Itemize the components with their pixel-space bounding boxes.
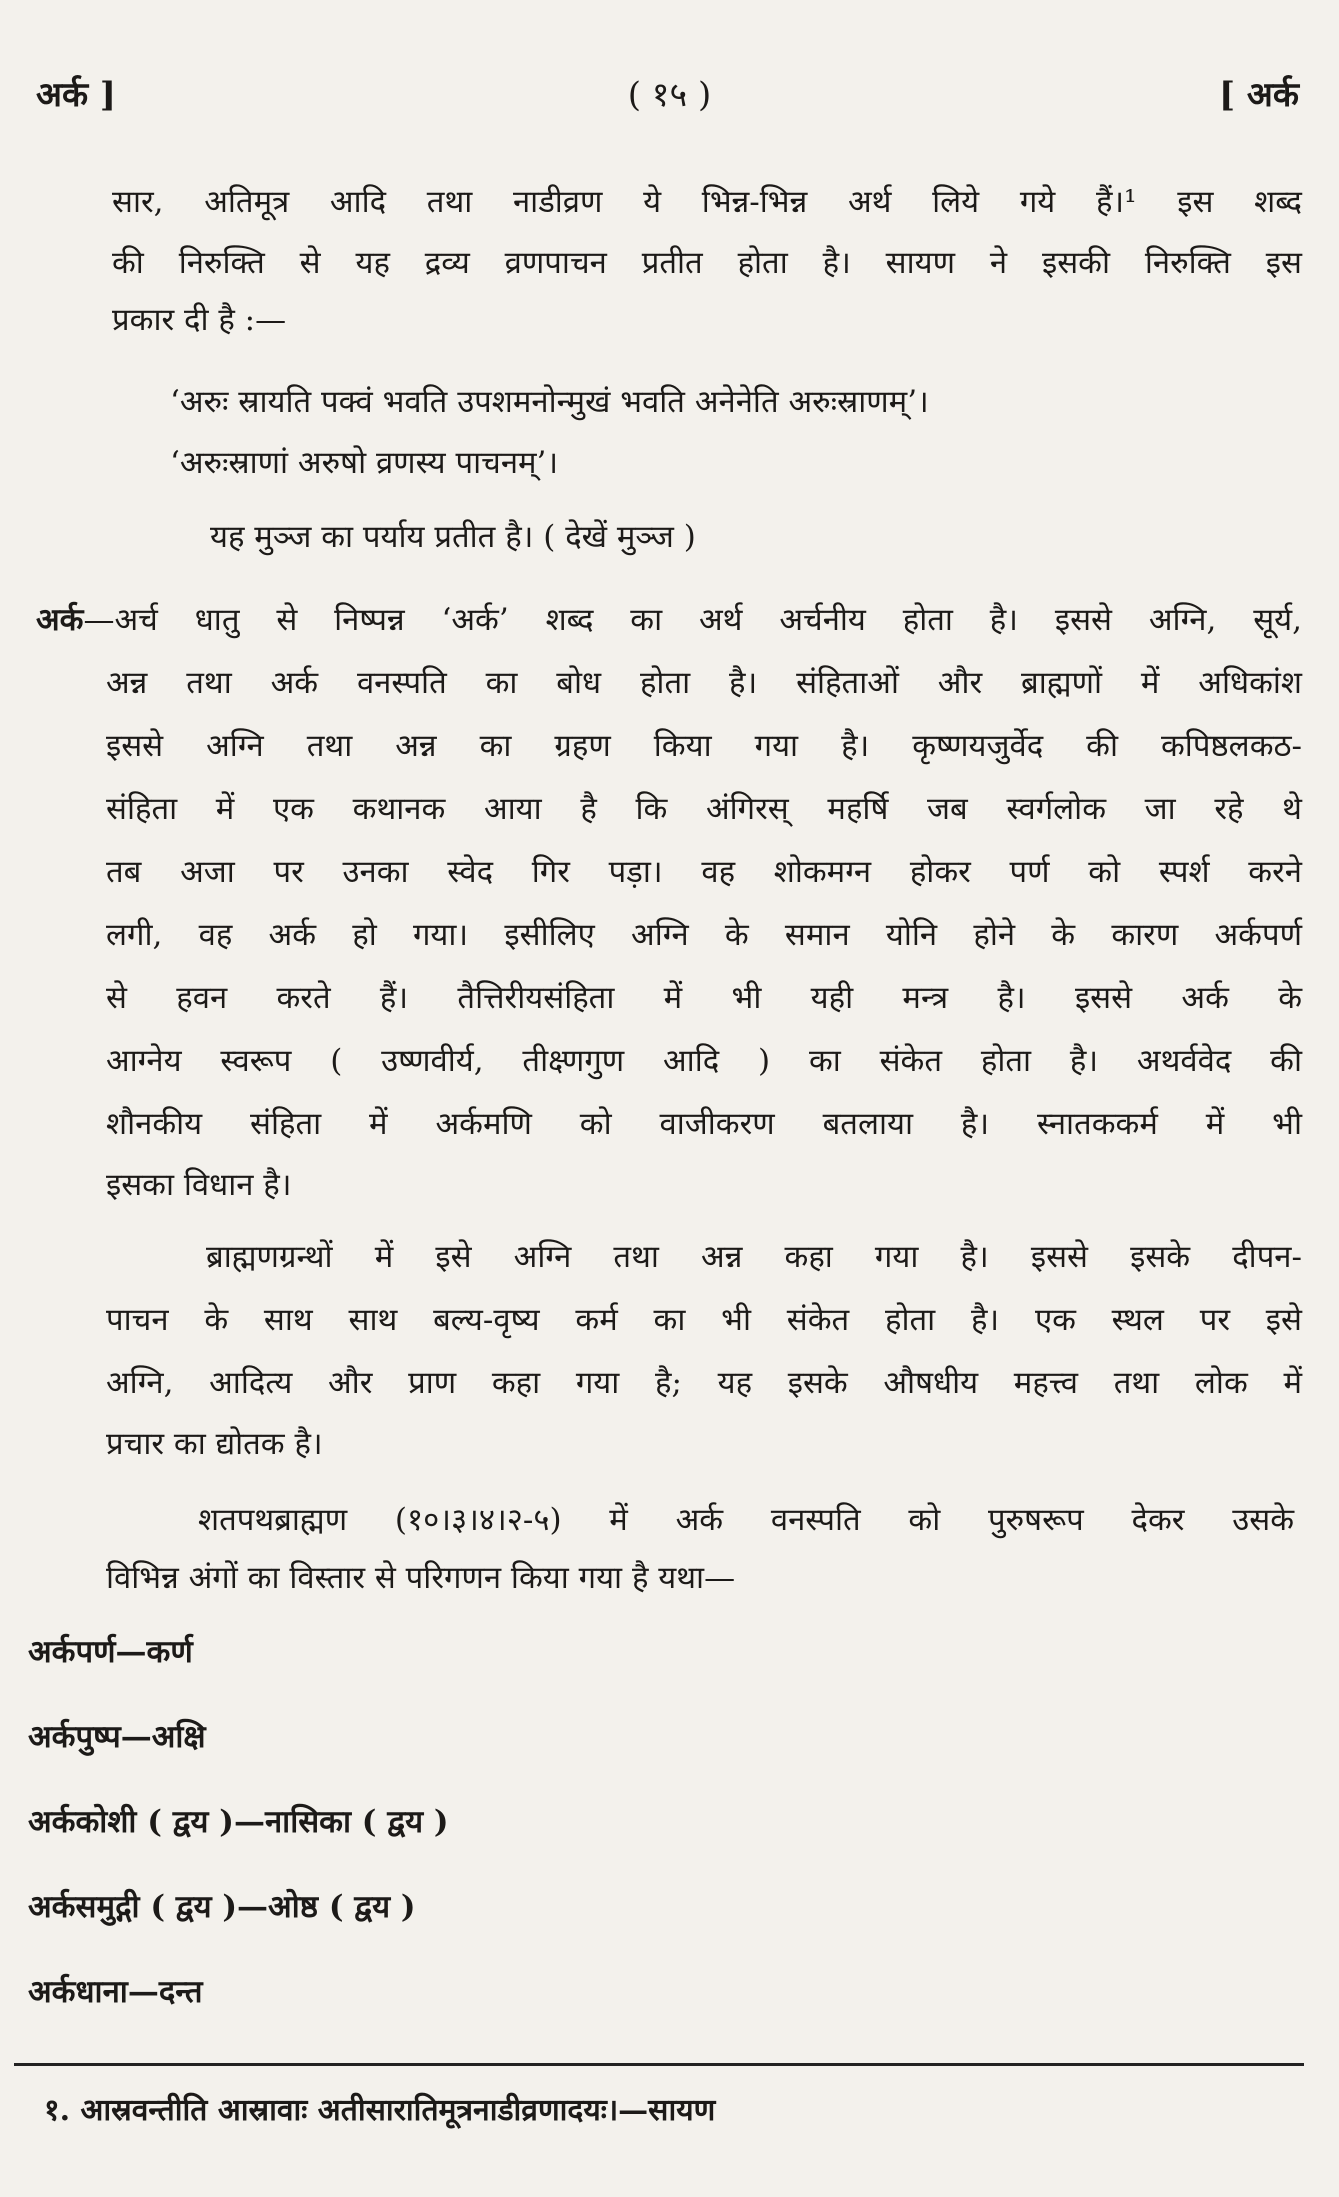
- list-item: अर्कधाना—दन्त: [28, 1974, 203, 2010]
- text-line: ब्राह्मणग्रन्थों में इसे अग्नि तथा अन्न कहा गया है। इससे इसके दीपन-: [206, 1239, 1302, 1275]
- running-head-left: अर्क ]: [36, 75, 117, 115]
- page-number: ( १५ ): [627, 75, 712, 115]
- text-line: शतपथब्राह्मण (१०।३।४।२-५) में अर्क वनस्पति को पुरुषरूप देकर उसके: [198, 1502, 1294, 1538]
- text-line: प्रकार दी है :—: [112, 302, 287, 338]
- list-item: अर्ककोशी ( द्वय )—नासिका ( द्वय ): [28, 1804, 449, 1840]
- footnote: १. आस्रवन्तीति आस्रावाः अतीसारातिमूत्रनाडीव्रणादयः।—सायण: [44, 2093, 716, 2128]
- text-line: इससे अग्नि तथा अन्न का ग्रहण किया गया है। कृष्णयजुर्वेद की कपिष्ठलकठ-: [106, 728, 1302, 764]
- quote-line: ‘अरुः स्रायति पक्वं भवति उपशमनोन्मुखं भवति अनेनेति अरुःस्राणम्’।: [170, 384, 929, 420]
- entry-first-line: [36, 600, 1302, 640]
- entry-text: —अर्च धातु से निष्पन्न ‘अर्क’ शब्द का अर्थ अर्चनीय होता है। इससे अग्नि, सूर्य,: [83, 602, 1302, 638]
- text-line: संहिता में एक कथानक आया है कि अंगिरस् महर्षि जब स्वर्गलोक जा रहे थे: [106, 791, 1302, 827]
- text-line: अग्नि, आदित्य और प्राण कहा गया है; यह इसके औषधीय महत्त्व तथा लोक में: [106, 1365, 1302, 1401]
- text-line: विभिन्न अंगों का विस्तार से परिगणन किया गया है यथा—: [106, 1560, 736, 1596]
- entry-headword: अर्क: [36, 602, 84, 638]
- text-line: की निरुक्ति से यह द्रव्य व्रणपाचन प्रतीत होता है। सायण ने इसकी निरुक्ति इस: [112, 245, 1302, 281]
- text-line: आग्नेय स्वरूप ( उष्णवीर्य, तीक्ष्णगुण आदि ) का संकेत होता है। अथर्ववेद की: [106, 1043, 1302, 1079]
- text-line: अन्न तथा अर्क वनस्पति का बोध होता है। संहिताओं और ब्राह्मणों में अधिकांश: [106, 665, 1302, 701]
- text-line: पाचन के साथ साथ बल्य-वृष्य कर्म का भी संकेत होता है। एक स्थल पर इसे: [106, 1302, 1302, 1338]
- text-line: शौनकीय संहिता में अर्कमणि को वाजीकरण बतलाया है। स्नातककर्म में भी: [106, 1106, 1302, 1142]
- text-line: सार, अतिमूत्र आदि तथा नाडीव्रण ये भिन्न-भिन्न अर्थ लिये गये हैं।¹ इस शब्द: [112, 184, 1302, 220]
- footnote-divider: [14, 2063, 1304, 2066]
- text-line: से हवन करते हैं। तैत्तिरीयसंहिता में भी यही मन्त्र है। इससे अर्क के: [106, 980, 1302, 1016]
- list-item: अर्कसमुद्गी ( द्वय )—ओष्ठ ( द्वय ): [28, 1889, 416, 1925]
- text-line: इसका विधान है।: [106, 1167, 292, 1203]
- list-item: अर्कपर्ण—कर्ण: [28, 1634, 193, 1670]
- running-head-right: [ अर्क: [1218, 75, 1299, 115]
- text-line: प्रचार का द्योतक है।: [106, 1426, 323, 1462]
- text-line: लगी, वह अर्क हो गया। इसीलिए अग्नि के समान योनि होने के कारण अर्कपर्ण: [106, 917, 1302, 953]
- text-line: तब अजा पर उनका स्वेद गिर पड़ा। वह शोकमग्न होकर पर्ण को स्पर्श करने: [106, 854, 1302, 890]
- list-item: अर्कपुष्प—अक्षि: [28, 1719, 206, 1755]
- cross-reference-note: यह मुञ्ज का पर्याय प्रतीत है। ( देखें मुञ्ज ): [210, 519, 696, 555]
- quote-line: ‘अरुःस्राणां अरुषो व्रणस्य पाचनम्’।: [170, 445, 559, 481]
